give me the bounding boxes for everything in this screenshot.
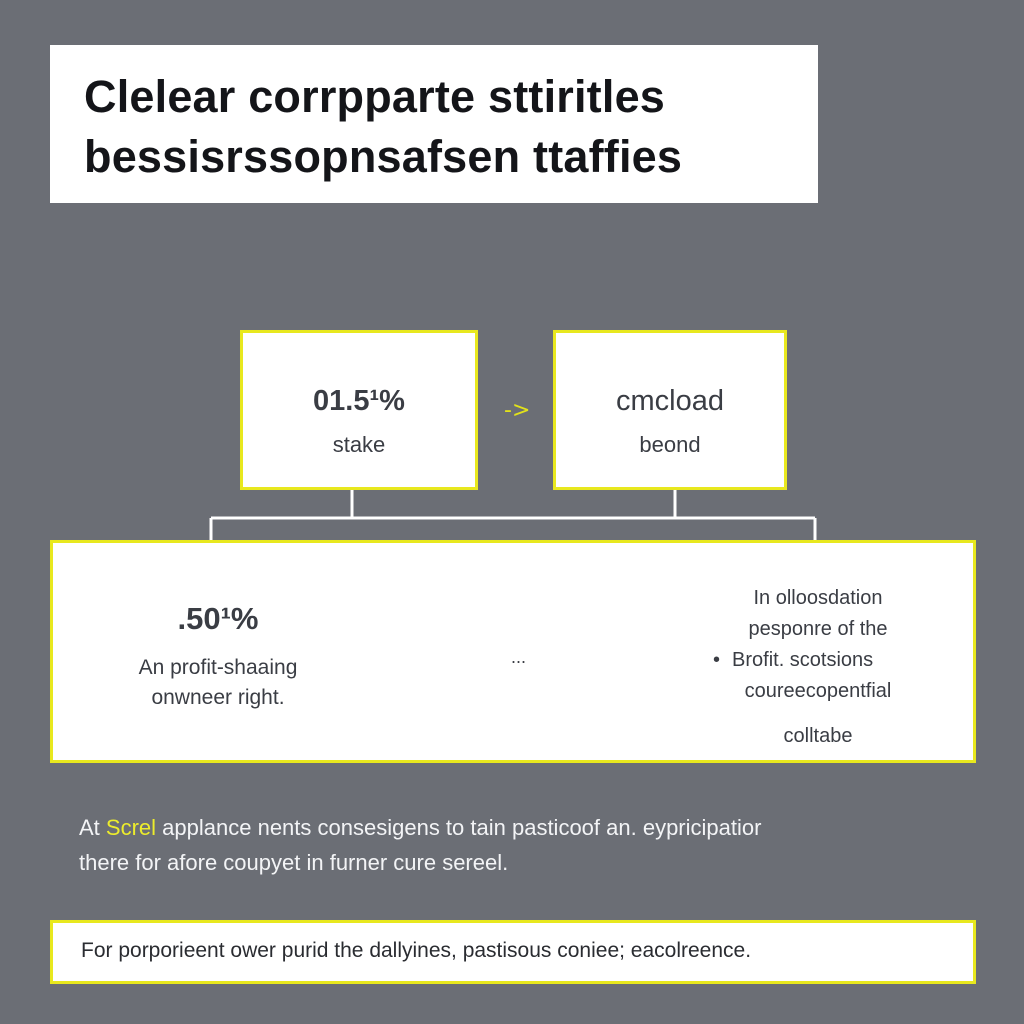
paragraph-prefix: At — [79, 815, 100, 840]
detail-ellipsis: ... — [511, 647, 527, 667]
detail-left-value: .50¹% — [177, 601, 259, 636]
beond-label: beond — [639, 432, 701, 457]
stake-value: 01.5¹% — [313, 385, 405, 417]
beond-value: cmcload — [616, 385, 724, 417]
detail-box — [50, 540, 976, 763]
detail-left-desc-line-2: onwneer right. — [151, 686, 285, 709]
detail-left — [53, 601, 383, 713]
detail-left-desc — [53, 653, 383, 713]
paragraph-line-1 — [79, 810, 979, 845]
paragraph-line-1-rest: applance nents consesigens to tain pasticoof an. eypricipatior — [162, 815, 762, 840]
title-line-2: bessisrssopnsafsen ttaffies — [84, 131, 683, 182]
description-paragraph — [79, 810, 979, 880]
detail-right-bullet — [683, 645, 953, 676]
detail-right-line-2: pesponre of the — [748, 618, 888, 640]
paragraph-line-2: there for afore coupyet in furner cure sereel. — [79, 850, 509, 875]
detail-left-desc-line-1: An profit-shaaing — [138, 656, 298, 679]
bullet-dot-icon: • — [713, 649, 721, 671]
detail-right — [683, 583, 953, 752]
stake-label: stake — [332, 432, 386, 457]
stake-box — [240, 330, 478, 490]
flow-arrow-icon: -> — [504, 398, 531, 423]
beond-box — [553, 330, 787, 490]
title-line-1: Clelear corrpparte sttiritles — [84, 71, 666, 122]
detail-right-line-4: coureecopentfial — [744, 680, 892, 702]
detail-right-line-5: colltabe — [783, 725, 853, 747]
footer-note: For porporieent ower purid the dallyines, pastisous coniee; eacolreence. — [50, 920, 976, 984]
detail-right-bullet-text: Brofit. scotsions — [732, 649, 874, 671]
detail-right-line-1: In olloosdation — [753, 587, 883, 609]
paragraph-highlight: Screl — [105, 815, 157, 840]
